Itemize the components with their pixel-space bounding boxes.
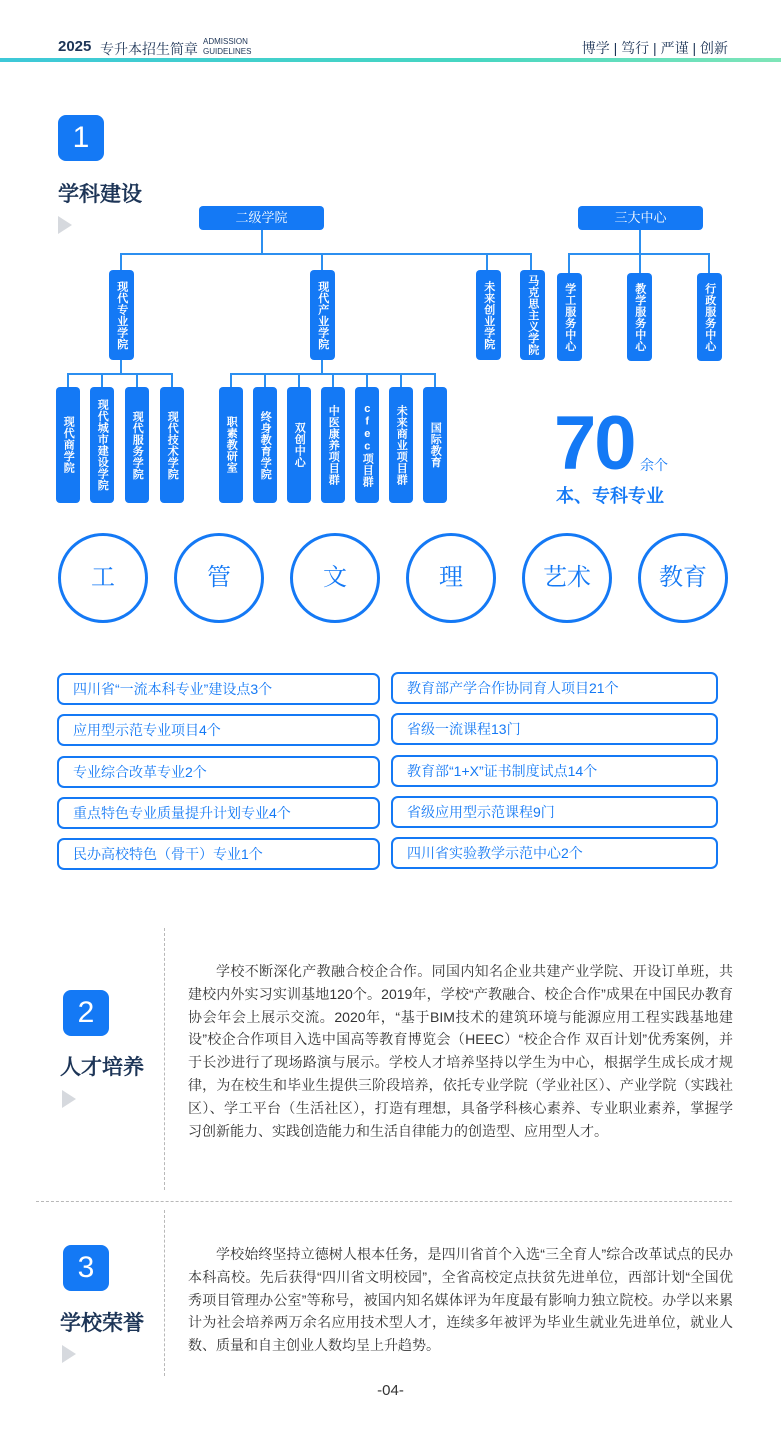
org-connector bbox=[67, 373, 69, 388]
org-connector bbox=[101, 373, 103, 388]
org-connector bbox=[120, 253, 122, 270]
section-3-text: 学校始终坚持立德树人根本任务，是四川省首个入选“三全育人”综合改革试点的民办本科高校。先后获得“四川省文明校园”，全省高校定点扶贫先进单位，西部计划“全国优秀项目管理办公室”等称号，被国内知名媒体评为年度最有影响力独立院校。办学以来累计为社会培养两万余名应用技术型人才，连续多年被评为毕业生就业先进单位，就业人数、质量和自主创业人数均呈上升趋势。 bbox=[188, 1246, 733, 1354]
discipline-circle: 教育 bbox=[638, 533, 728, 623]
play-arrow-icon bbox=[58, 216, 72, 234]
header-english-line1: ADMISSION bbox=[203, 37, 248, 46]
org-center: 行政服务中心 bbox=[697, 273, 722, 361]
play-arrow-icon bbox=[62, 1090, 76, 1108]
discipline-circle: 文 bbox=[290, 533, 380, 623]
discipline-circle: 工 bbox=[58, 533, 148, 623]
org-sub-unit: 职素教研室 bbox=[219, 387, 243, 503]
section-divider-horizontal bbox=[36, 1201, 732, 1202]
achievement-item: 四川省实验教学示范中心2个 bbox=[391, 837, 718, 869]
page-header bbox=[0, 0, 781, 64]
stat-unit: 余个 bbox=[640, 457, 668, 473]
org-connector bbox=[332, 373, 334, 388]
org-sub-unit: 未来商业项目群 bbox=[389, 387, 413, 503]
org-center: 教学服务中心 bbox=[627, 273, 652, 361]
org-connector bbox=[264, 373, 266, 388]
org-connector bbox=[321, 360, 323, 374]
header-accent-bar bbox=[0, 58, 781, 62]
org-connector bbox=[120, 253, 532, 255]
org-sub-unit: cfec项目群 bbox=[355, 387, 379, 503]
org-college: 现代产业学院 bbox=[310, 270, 335, 360]
org-connector bbox=[708, 253, 710, 273]
achievement-item: 应用型示范专业项目4个 bbox=[57, 714, 380, 746]
org-sub-college: 现代服务学院 bbox=[125, 387, 149, 503]
section-divider-vertical bbox=[164, 928, 165, 1190]
org-head-centers: 三大中心 bbox=[578, 206, 703, 230]
section-1-number: 1 bbox=[58, 115, 104, 161]
org-college: 马克思主义学院 bbox=[520, 270, 545, 360]
section-2-text: 学校不断深化产教融合校企合作。同国内知名企业共建产业学院、开设订单班，共建校内外实习实训基地120个。2019年，学校“产教融合、校企合作”成果在中国民办教育协会年会上展示交流。2020年，“基于BIM技术的建筑环境与能源应用工程实践基地建设”校企合作项目入选中国高等教育博览会（HEEC）“校企合作 双百计划”优秀案例，并于长沙进行了现场路演与展示。学校人才培养坚持以学生为中心，根据学生成长成才规律，为在校生和毕业生提供三阶段培养，依托专业学院（学业社区）、产业学院（实践社区）、学工平台（生活社区），打造有理想，具备学科核心素养、专业职业素养，掌握学习创新能力、实践创造能力和生活自律能力的创造型、应用型人才。 bbox=[188, 963, 733, 1139]
org-head-colleges: 二级学院 bbox=[199, 206, 324, 230]
discipline-circle: 管 bbox=[174, 533, 264, 623]
org-sub-unit: 国际教育 bbox=[423, 387, 447, 503]
page-number: -04- bbox=[377, 1382, 404, 1399]
org-connector bbox=[261, 230, 263, 254]
org-connector bbox=[171, 373, 173, 388]
header-motto: 博学 | 笃行 | 严谨 | 创新 bbox=[581, 40, 728, 56]
section-3-number: 3 bbox=[63, 1245, 109, 1291]
header-english-line2: GUIDELINES bbox=[203, 47, 252, 56]
org-connector bbox=[434, 373, 436, 388]
org-center: 学工服务中心 bbox=[557, 273, 582, 361]
achievement-item: 四川省“一流本科专业”建设点3个 bbox=[57, 673, 380, 705]
org-sub-unit: 终身教育学院 bbox=[253, 387, 277, 503]
stat-label: 本、专科专业 bbox=[556, 486, 664, 506]
achievement-item: 省级一流课程13门 bbox=[391, 713, 718, 745]
org-connector bbox=[230, 373, 232, 388]
section-3-title: 学校荣誉 bbox=[60, 1312, 144, 1335]
org-connector bbox=[639, 253, 641, 273]
org-sub-college: 现代商学院 bbox=[56, 387, 80, 503]
play-arrow-icon bbox=[62, 1345, 76, 1363]
org-connector bbox=[366, 373, 368, 388]
discipline-circle: 艺术 bbox=[522, 533, 612, 623]
section-1-title: 学科建设 bbox=[58, 183, 142, 206]
section-2-title: 人才培养 bbox=[60, 1056, 144, 1079]
header-english bbox=[203, 37, 251, 57]
org-connector bbox=[639, 230, 641, 254]
org-connector bbox=[136, 373, 138, 388]
section-2-number: 2 bbox=[63, 990, 109, 1036]
discipline-circle: 理 bbox=[406, 533, 496, 623]
org-connector bbox=[486, 253, 488, 270]
org-connector bbox=[400, 373, 402, 388]
header-title: 专升本招生简章 bbox=[100, 41, 198, 57]
achievement-item: 专业综合改革专业2个 bbox=[57, 756, 380, 788]
org-sub-college: 现代技术学院 bbox=[160, 387, 184, 503]
header-year: 2025 bbox=[58, 38, 92, 55]
achievement-item: 重点特色专业质量提升计划专业4个 bbox=[57, 797, 380, 829]
org-connector bbox=[120, 360, 122, 374]
org-college: 未来创业学院 bbox=[476, 270, 501, 360]
org-connector bbox=[67, 373, 173, 375]
achievement-item: 教育部“1+X”证书制度试点14个 bbox=[391, 755, 718, 787]
org-sub-unit: 双创中心 bbox=[287, 387, 311, 503]
org-connector bbox=[530, 253, 532, 270]
org-sub-unit: 中医康养项目群 bbox=[321, 387, 345, 503]
achievement-item: 省级应用型示范课程9门 bbox=[391, 796, 718, 828]
org-sub-college: 现代城市建设学院 bbox=[90, 387, 114, 503]
org-college: 现代专业学院 bbox=[109, 270, 134, 360]
org-connector bbox=[568, 253, 570, 273]
achievement-item: 民办高校特色（骨干）专业1个 bbox=[57, 838, 380, 870]
section-divider-vertical bbox=[164, 1210, 165, 1376]
achievement-item: 教育部产学合作协同育人项目21个 bbox=[391, 672, 718, 704]
org-connector bbox=[321, 253, 323, 270]
stat-number: 70 bbox=[554, 401, 635, 486]
org-connector bbox=[298, 373, 300, 388]
